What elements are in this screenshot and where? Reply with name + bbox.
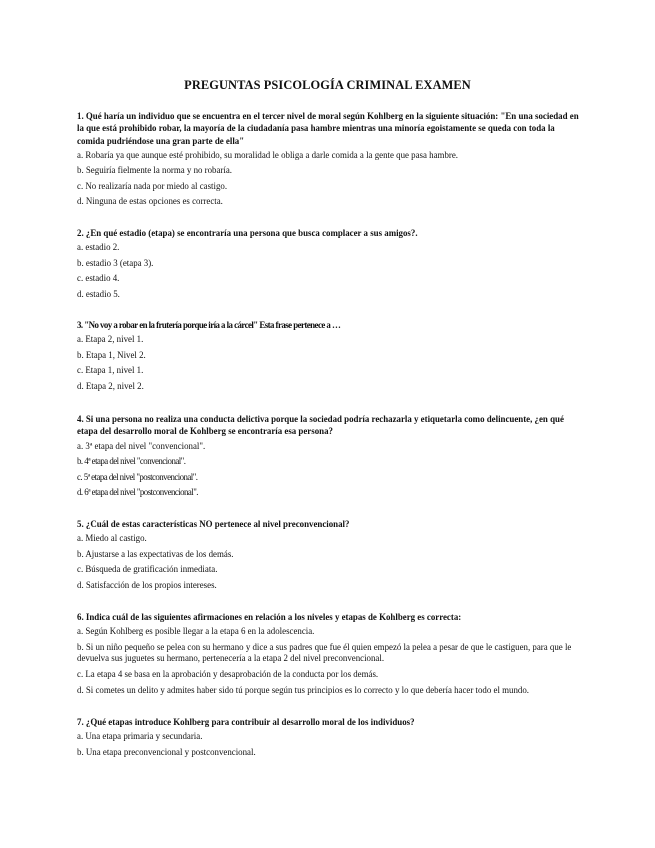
- option: a. Robaría ya que aunque esté prohibido, su moralidad le obliga a darle comida a la gente que pasa hambre.: [77, 149, 458, 160]
- question-text: 1. Qué haría un individuo que se encuentra en el tercer nivel de moral según Kohlberg en la siguiente situación: "En una sociedad en la que está prohibido robar, la mayoría de la ciudadanía pasa hambre mientras una minoría egoistamente se queda con toda la comida pudriéndose una gran parte de ella": [77, 111, 579, 146]
- question-1: [77, 110, 582, 212]
- option: c. Búsqueda de gratificación inmediata.: [77, 564, 218, 575]
- question-3: [77, 319, 582, 396]
- option: a. estadio 2.: [77, 242, 120, 253]
- question-text: 2. ¿En qué estadio (etapa) se encontraría una persona que busca complacer a sus amigos?.: [77, 228, 418, 238]
- question-4: [77, 413, 582, 503]
- option: c. No realizaría nada por miedo al castigo.: [77, 180, 228, 191]
- option: d. Etapa 2, nivel 2.: [77, 380, 144, 391]
- option: c. 5ª etapa del nivel "postconvencional".: [77, 471, 198, 482]
- option: d. Si cometes un delito y admites haber sido tú porque según tus principios es lo correcto y lo que debería hacer todo el mundo.: [77, 684, 530, 695]
- option: a. 3ª etapa del nivel "convencional".: [77, 440, 206, 451]
- question-text: 4. Si una persona no realiza una conducta delictiva porque la sociedad podría rechazarla y etiquetarla como delincuente, ¿en qué etapa del desarrollo moral de Kohlberg se encontraría esa persona?: [77, 414, 564, 437]
- option: a. Una etapa primaria y secundaria.: [77, 731, 203, 742]
- option: d. Ninguna de estas opciones es correcta.: [77, 196, 223, 207]
- page-title: PREGUNTAS PSICOLOGÍA CRIMINAL EXAMEN: [184, 78, 471, 92]
- option: a. Según Kohlberg es posible llegar a la etapa 6 en la adolescencia.: [77, 626, 315, 637]
- option: c. estadio 4.: [77, 273, 120, 284]
- question-2: [77, 227, 582, 304]
- option: a. Etapa 2, nivel 1.: [77, 334, 144, 345]
- question-text: 7. ¿Qué etapas introduce Kohlberg para contribuir al desarrollo moral de los individuos?: [77, 717, 415, 727]
- option: c. Etapa 1, nivel 1.: [77, 365, 144, 376]
- option: d. 6ª etapa del nivel "postconvencional".: [77, 487, 198, 498]
- question-text: 5. ¿Cuál de estas características NO pertenece al nivel preconvencional?: [77, 519, 350, 529]
- question-text: 6. Indica cuál de las siguientes afirmaciones en relación a los niveles y etapas de Kohlberg es correcta:: [77, 612, 462, 622]
- option: d. estadio 5.: [77, 288, 120, 299]
- option: b. Ajustarse a las expectativas de los demás.: [77, 548, 234, 559]
- option: b. Una etapa preconvencional y postconvencional.: [77, 746, 256, 757]
- option: b. Seguiría fielmente la norma y no robaría.: [77, 165, 233, 176]
- option: d. Satisfacción de los propios intereses.: [77, 579, 217, 590]
- question-6: [77, 611, 582, 700]
- option: c. La etapa 4 se basa en la aprobación y desaprobación de la conducta por los demás.: [77, 669, 379, 680]
- question-text: 3. "No voy a robar en la frutería porque iría a la cárcel" Esta frase pertenece a …: [77, 320, 341, 330]
- option: a. Miedo al castigo.: [77, 533, 147, 544]
- option: b. estadio 3 (etapa 3).: [77, 257, 154, 268]
- option: b. Etapa 1, Nivel 2.: [77, 349, 146, 360]
- question-7: [77, 716, 582, 762]
- option: b. Si un niño pequeño se pelea con su hermano y dice a sus padres que fue él quien empezó la pelea a pesar de que le castiguen, para que le devuelva sus juguetes su hermano, pertenecería a la etapa 2 del nivel preconvencional.: [77, 641, 572, 664]
- question-5: [77, 518, 582, 595]
- option: b. 4ª etapa del nivel "convencional".: [77, 456, 186, 467]
